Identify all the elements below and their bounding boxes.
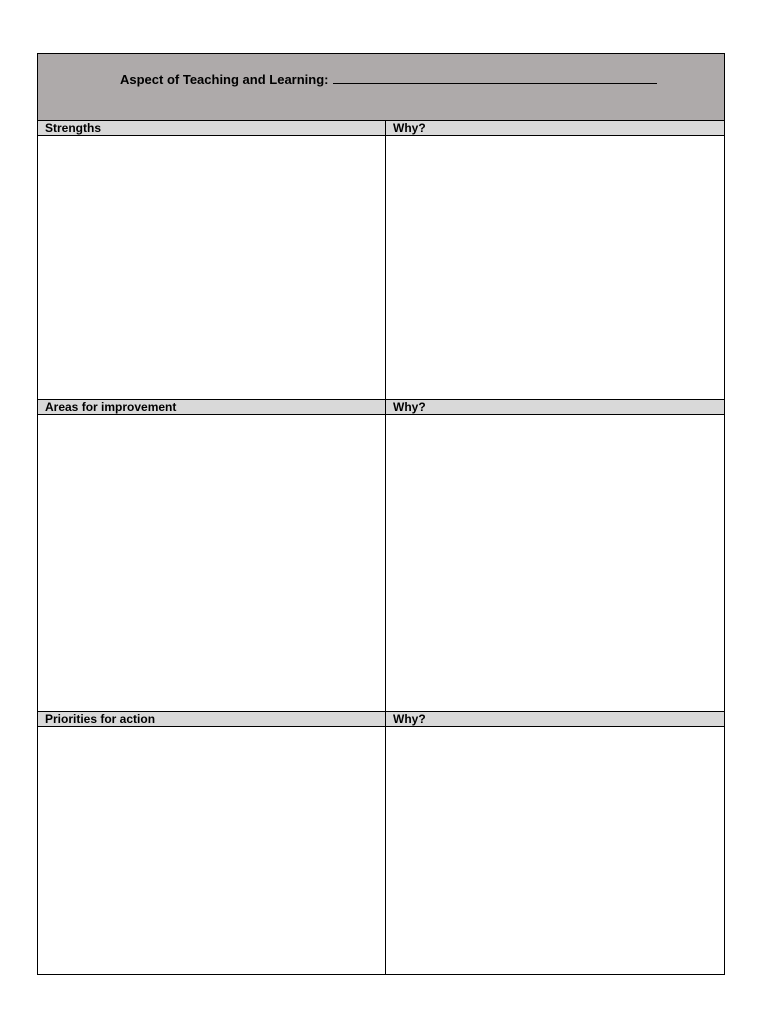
improvement-header: Areas for improvement xyxy=(45,400,177,414)
review-form xyxy=(37,53,725,975)
priorities-field[interactable] xyxy=(38,727,385,974)
improvement-header-row xyxy=(38,399,724,415)
improvement-row xyxy=(38,415,724,711)
improvement-why-header: Why? xyxy=(385,400,724,414)
strengths-header: Strengths xyxy=(45,121,102,135)
strengths-why-header: Why? xyxy=(385,121,724,135)
improvement-field[interactable] xyxy=(38,415,385,711)
aspect-input-field[interactable] xyxy=(333,71,657,84)
priorities-header: Priorities for action xyxy=(45,712,156,726)
priorities-row xyxy=(38,727,724,974)
priorities-header-row xyxy=(38,711,724,727)
title-bar xyxy=(38,54,724,121)
improvement-why-field[interactable] xyxy=(385,415,724,711)
strengths-field[interactable] xyxy=(38,136,385,399)
priorities-why-header: Why? xyxy=(385,712,724,726)
title-line xyxy=(120,71,657,87)
strengths-header-row xyxy=(38,120,724,136)
priorities-why-field[interactable] xyxy=(385,727,724,974)
strengths-why-field[interactable] xyxy=(385,136,724,399)
aspect-label: Aspect of Teaching and Learning: xyxy=(120,72,329,87)
strengths-row xyxy=(38,136,724,399)
